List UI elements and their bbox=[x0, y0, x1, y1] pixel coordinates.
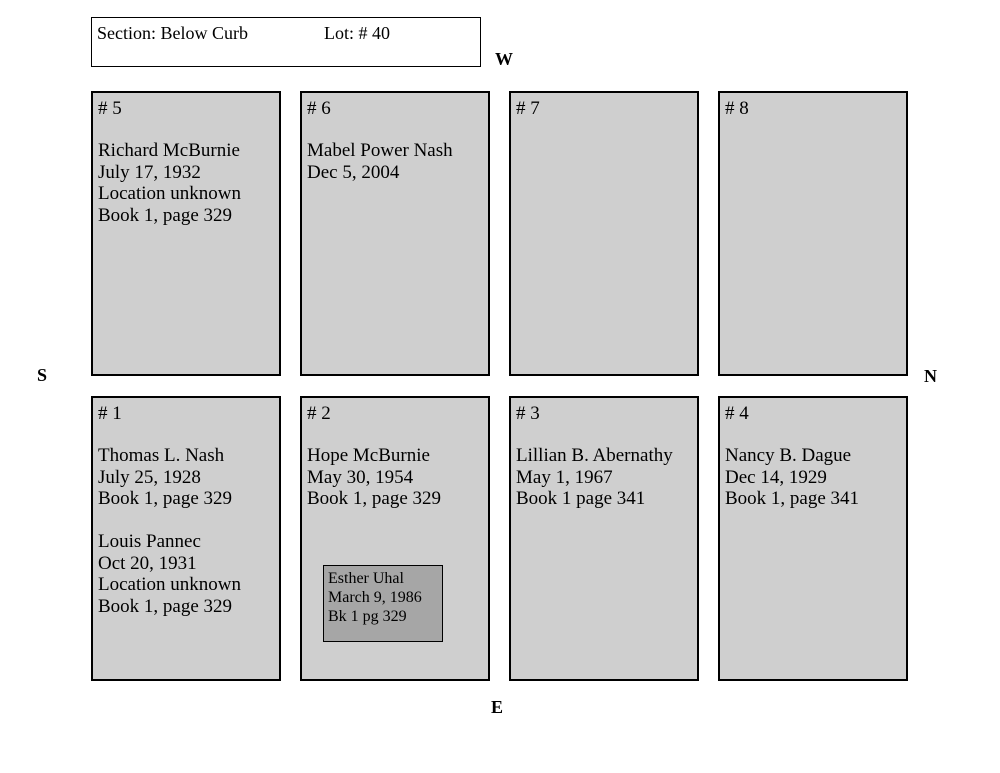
plot-entries bbox=[98, 445, 241, 617]
section-label: Section: Below Curb bbox=[97, 23, 248, 43]
plot-entries bbox=[307, 140, 453, 183]
entry-line: Dec 14, 1929 bbox=[725, 466, 827, 488]
inset-line: Esther Uhal bbox=[328, 570, 404, 587]
burial-plot bbox=[509, 91, 699, 376]
burial-plot bbox=[300, 91, 490, 376]
compass-east: E bbox=[491, 697, 504, 717]
burial-entry bbox=[98, 140, 241, 226]
entry-line: Oct 20, 1931 bbox=[98, 552, 197, 574]
plot-entries bbox=[98, 140, 241, 226]
lot-label: Lot: # 40 bbox=[324, 23, 390, 43]
plot-number: # 1 bbox=[98, 403, 122, 424]
entry-line: Location unknown bbox=[98, 574, 242, 595]
burial-entry bbox=[516, 445, 673, 510]
inset-burial-box bbox=[323, 565, 443, 642]
entry-line: Mabel Power Nash bbox=[307, 140, 453, 161]
entry-line: Book 1, page 341 bbox=[725, 488, 860, 509]
lot-header-box bbox=[91, 17, 481, 67]
burial-entry bbox=[98, 531, 241, 617]
entry-line: May 30, 1954 bbox=[307, 466, 414, 488]
plot-number: # 5 bbox=[98, 98, 122, 119]
entry-line: Nancy B. Dague bbox=[725, 445, 852, 466]
entry-line: July 17, 1932 bbox=[98, 161, 201, 183]
entry-line: Location unknown bbox=[98, 183, 242, 204]
entry-line: Book 1, page 329 bbox=[98, 204, 233, 226]
plot-number: # 6 bbox=[307, 98, 331, 119]
burial-plot bbox=[718, 91, 908, 376]
burial-plot bbox=[300, 396, 490, 681]
plot-number: # 3 bbox=[516, 403, 540, 424]
plot-entries bbox=[516, 445, 673, 510]
burial-plot bbox=[91, 91, 281, 376]
compass-south: S bbox=[37, 365, 48, 385]
burial-plot bbox=[718, 396, 908, 681]
entry-line: May 1, 1967 bbox=[516, 466, 613, 488]
burial-entry bbox=[98, 445, 241, 510]
entry-line: July 25, 1928 bbox=[98, 466, 201, 488]
entry-line: Book 1 page 341 bbox=[516, 488, 646, 509]
burial-entry bbox=[307, 140, 453, 183]
inset-line: March 9, 1986 bbox=[328, 589, 422, 606]
plot-number: # 8 bbox=[725, 98, 749, 119]
plot-number: # 2 bbox=[307, 403, 331, 424]
entry-line: Hope McBurnie bbox=[307, 445, 430, 466]
burial-plot bbox=[509, 396, 699, 681]
compass-west: W bbox=[495, 49, 513, 69]
entry-line: Book 1, page 329 bbox=[307, 488, 442, 509]
entry-line: Lillian B. Abernathy bbox=[516, 445, 673, 466]
entry-line: Book 1, page 329 bbox=[98, 595, 233, 617]
entry-line: Thomas L. Nash bbox=[98, 445, 225, 466]
plot-entries bbox=[307, 445, 441, 510]
plot-entries bbox=[725, 445, 859, 510]
plot-number: # 7 bbox=[516, 98, 540, 119]
burial-plot bbox=[91, 396, 281, 681]
inset-line: Bk 1 pg 329 bbox=[328, 608, 407, 625]
plot-number: # 4 bbox=[725, 403, 749, 424]
entry-line: Dec 5, 2004 bbox=[307, 161, 400, 183]
entry-line: Book 1, page 329 bbox=[98, 488, 233, 509]
burial-entry bbox=[307, 445, 441, 510]
entry-line: Louis Pannec bbox=[98, 531, 201, 552]
entry-line: Richard McBurnie bbox=[98, 140, 240, 161]
burial-entry bbox=[725, 445, 859, 510]
compass-north: N bbox=[924, 366, 937, 386]
